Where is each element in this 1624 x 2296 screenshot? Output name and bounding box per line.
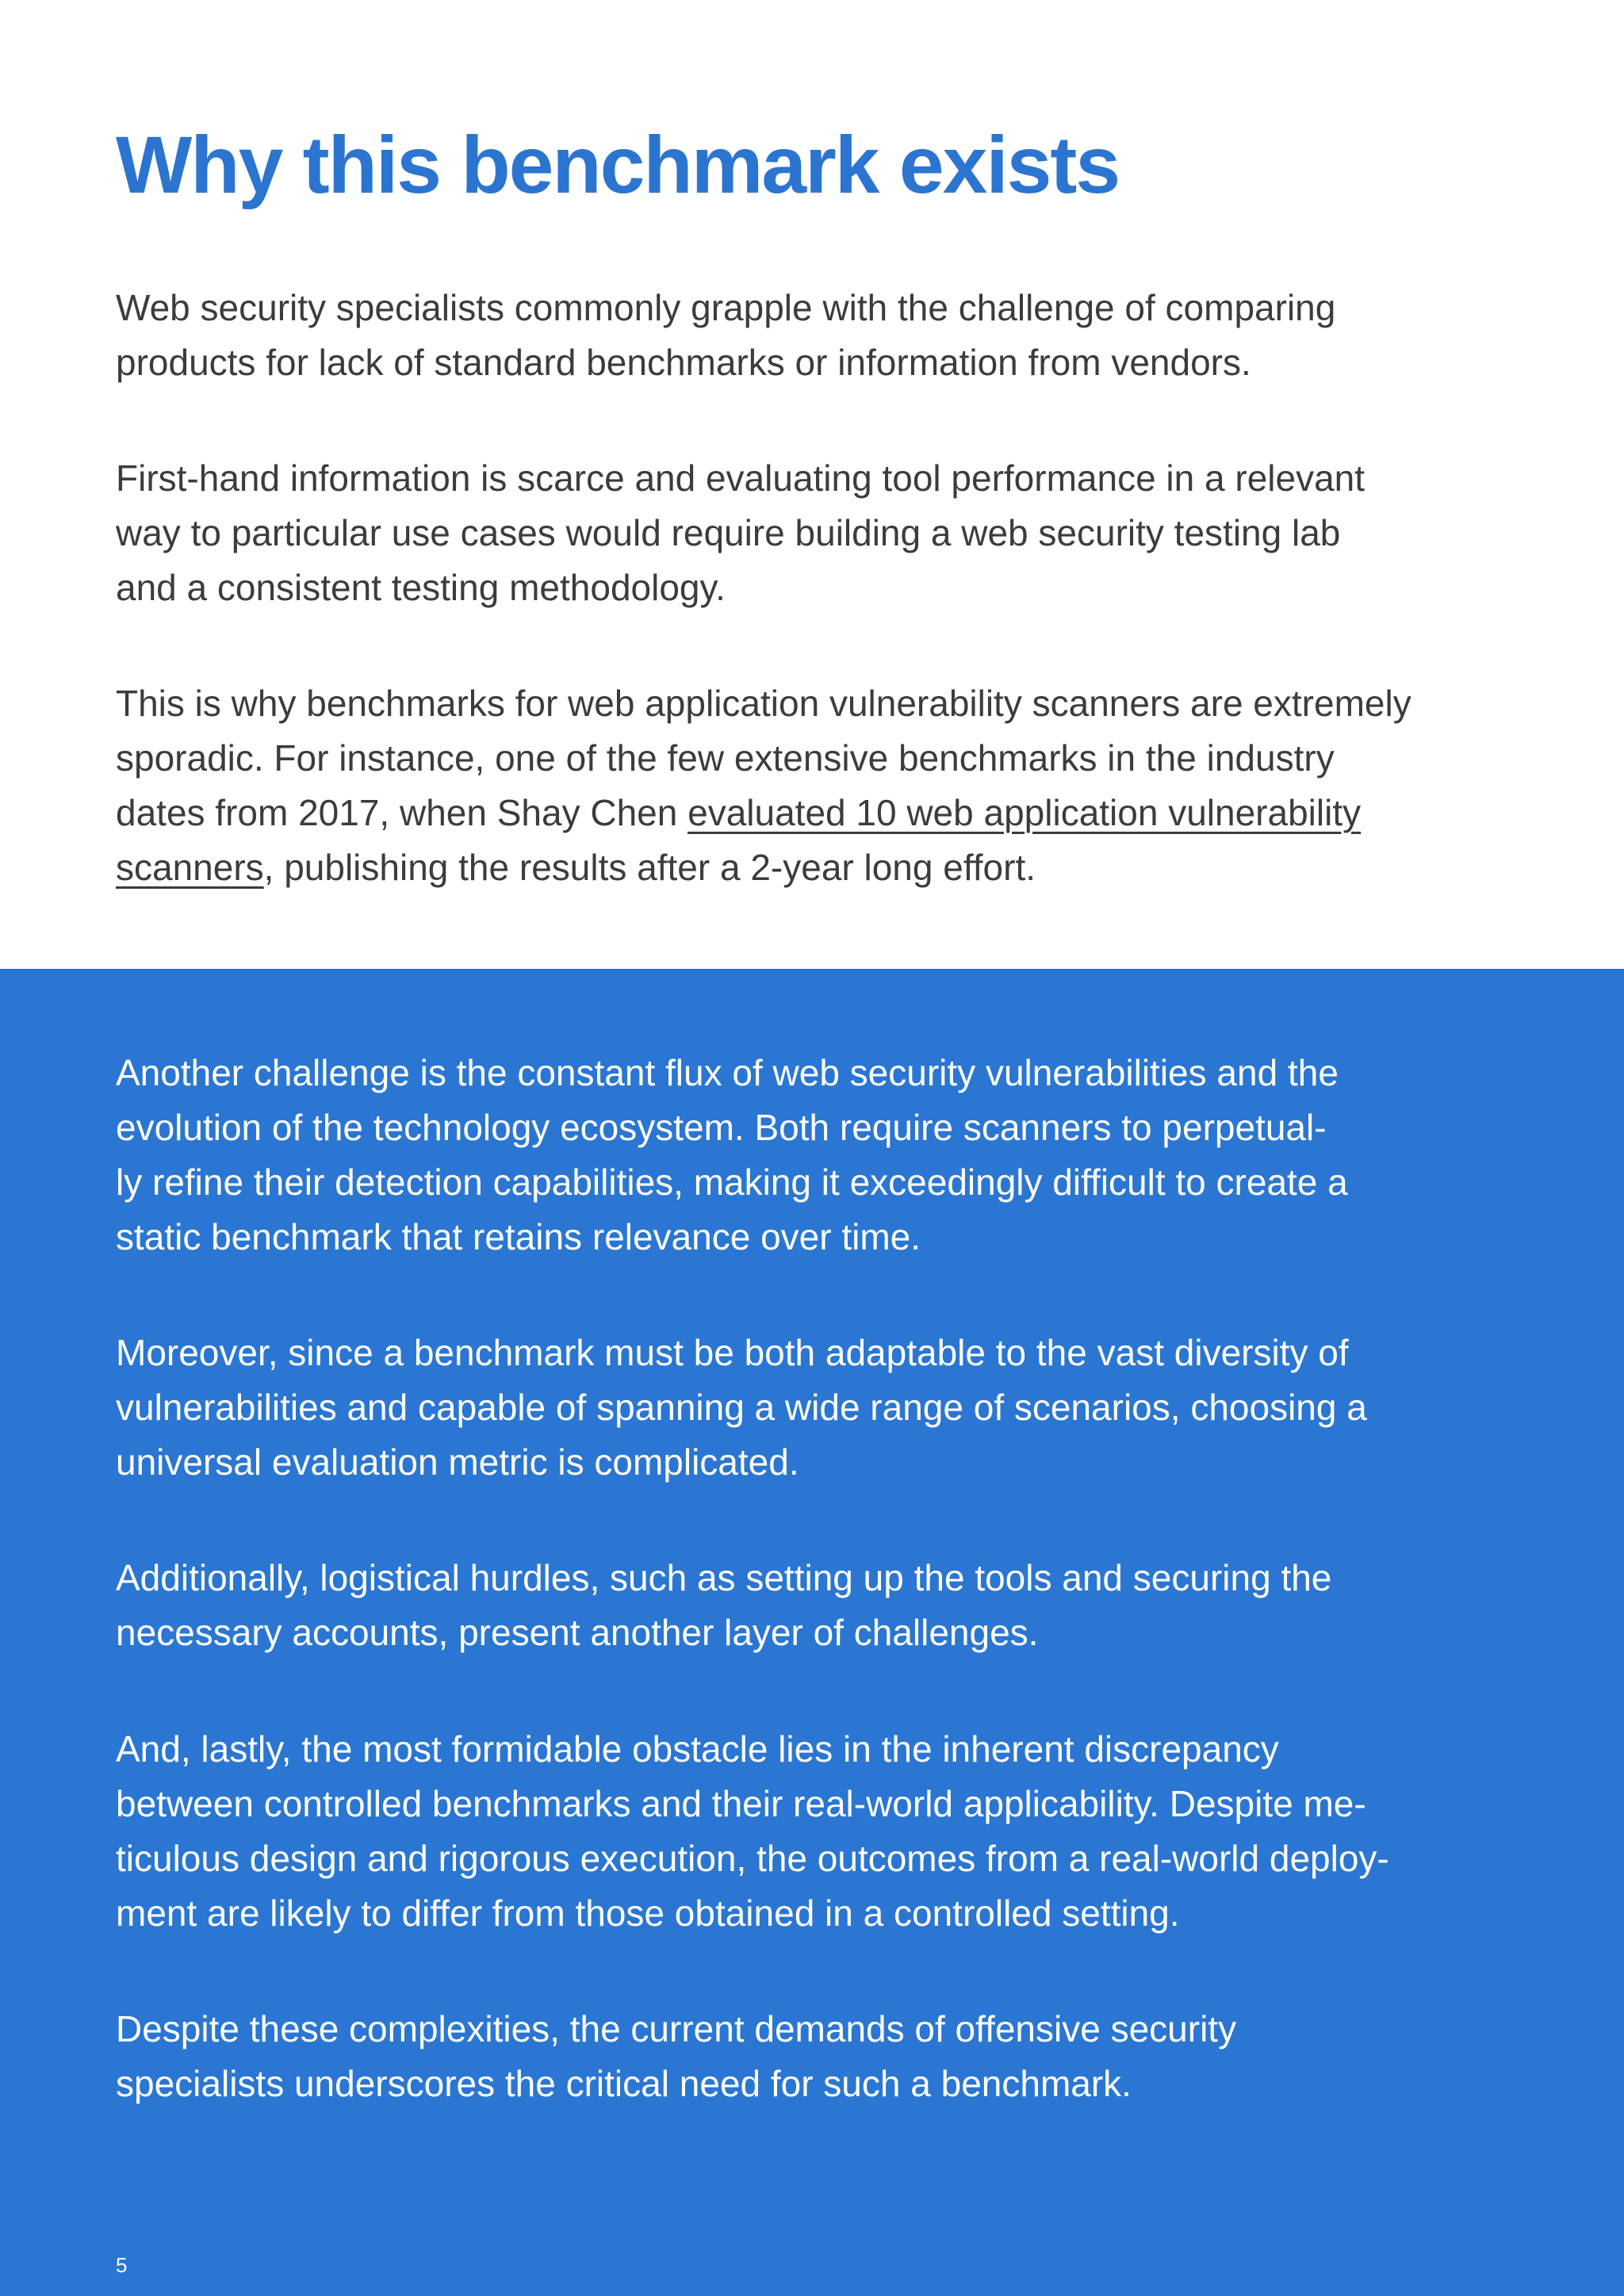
- shay-chen-benchmark-link[interactable]: evaluated 10 web application vulnerability scanners: [116, 792, 1362, 888]
- intro-paragraph-2: First-hand information is scarce and evaluating tool performance in a relevant way to particular use cases would require building a web security testing lab and a consistent testing methodology.: [116, 457, 1365, 608]
- page-number: 5: [116, 2253, 128, 2277]
- page-title: Why this benchmark exists: [116, 120, 1120, 210]
- challenges-paragraph-4: And, lastly, the most formidable obstacle lies in the inherent discrepancy between controlled benchmarks and their real-world applicability. Despite me- ticulous design and rigorous execution, the outcomes from a real-world deploy- ment are likely to differ from those obtained in a controlled setting.: [116, 1728, 1389, 1934]
- intro-paragraph-3: [116, 676, 1519, 895]
- intro-section: [0, 0, 1624, 969]
- intro-paragraph-1: Web security specialists commonly grapple with the challenge of comparing products for lack of standard benchmarks or information from vendors.: [116, 287, 1336, 383]
- intro-paragraph-3-text-after: , publishing the results after a 2-year long effort.: [263, 847, 1036, 888]
- challenges-paragraph-2: Moreover, since a benchmark must be both adaptable to the vast diversity of vulnerabilities and capable of spanning a wide range of scenarios, choosing a universal evaluation metric is complicated.: [116, 1332, 1367, 1483]
- challenges-paragraph-3: Additionally, logistical hurdles, such as setting up the tools and securing the necessary accounts, present another layer of challenges.: [116, 1557, 1332, 1653]
- challenges-section: [0, 969, 1624, 2296]
- challenges-paragraph-5: Despite these complexities, the current demands of offensive security specialists underscores the critical need for such a benchmark.: [116, 2008, 1237, 2104]
- challenges-paragraph-1: Another challenge is the constant flux of web security vulnerabilities and the evolution of the technology ecosystem. Both require scanners to perpetual- ly refine their detection capabilities, making it exceedingly difficult to create a static benchmark that retains relevance over time.: [116, 1052, 1348, 1257]
- intro-paragraph-3-text-before: This is why benchmarks for web application vulnerability scanners are extremely sporadic. For instance, one of the few extensive benchmarks in the industry dates from 2017, when Shay Chen: [116, 683, 1411, 833]
